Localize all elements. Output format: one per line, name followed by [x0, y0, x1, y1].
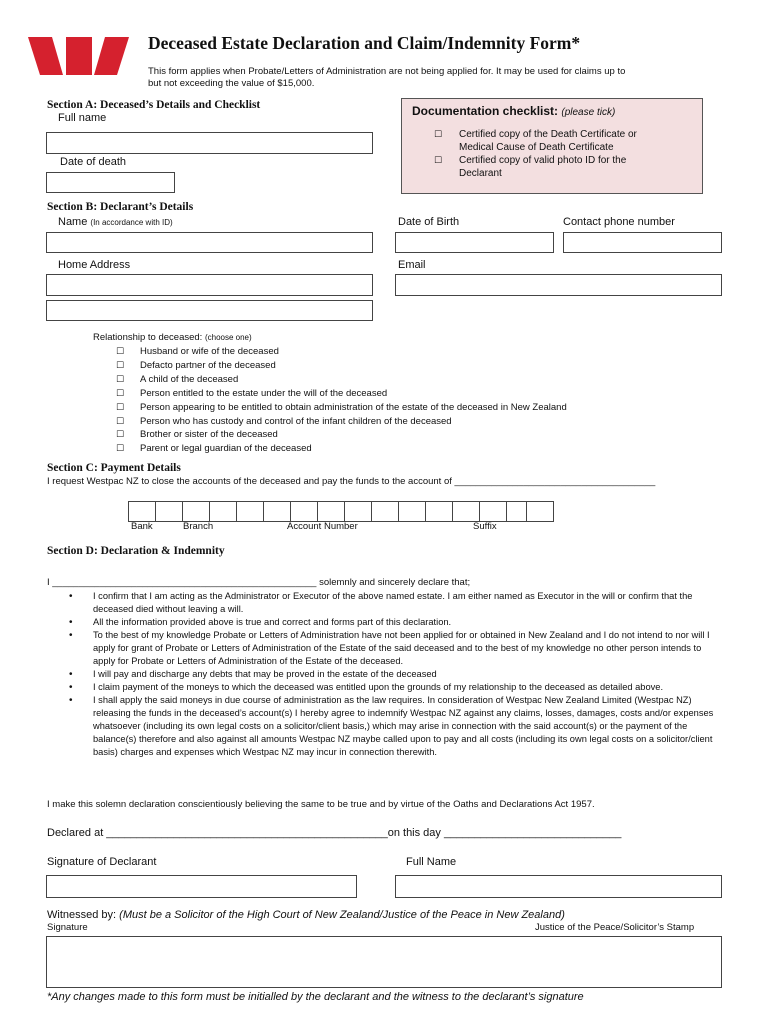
declarant-solemn-line: I __________________________________________________ solemnly and sincerely declare that; — [47, 577, 471, 588]
relationship-option-label: Person appearing to be entitled to obtain administration of the estate of the deceased in New Zealand — [140, 401, 567, 413]
relationship-option-label: Parent or legal guardian of the deceased — [140, 443, 312, 455]
declarant-full-name-label: Full Name — [406, 856, 457, 868]
declaration-item: • I shall apply the said moneys in due course of administration as the law requires. In consideration of Westpac New Zealand Limited (Westpac NZ) releasing the funds in the deceased’s account(s) I hereby agree to indemnify Westpac NZ against any claims, losses, damages, costs and/or expenses whatsoever (including its own legal costs on a solicitor/client basis,) which may arise in connection with the said account(s) or the payment of the balance(s) therefore and also against all amounts Westpac NZ maybe called upon to pay and all costs (including its own legal costs on a solicitor/client basis) charges and expenses which Westpac NZ may incur in connection therewith. — [47, 694, 717, 759]
home-address-field-line-1[interactable] — [46, 274, 373, 296]
account-digit-box[interactable] — [398, 501, 426, 522]
checklist-item-1-line-2: Medical Cause of Death Certificate — [459, 142, 614, 153]
relationship-label-text: Relationship to deceased: — [93, 332, 203, 343]
relationship-options — [116, 345, 567, 456]
account-digit-box[interactable] — [182, 501, 210, 522]
deceased-full-name-field[interactable] — [46, 132, 373, 154]
relationship-option-label: A child of the deceased — [140, 373, 239, 385]
date-of-death-field[interactable] — [46, 172, 175, 193]
signature-of-declarant-label: Signature of Declarant — [47, 856, 157, 868]
relationship-label — [93, 332, 252, 343]
section-a-heading: Section A: Deceased’s Details and Checklist — [47, 99, 261, 111]
checkbox[interactable]: ☐ — [116, 443, 125, 454]
dob-label: Date of Birth — [398, 216, 460, 228]
declarant-name-field[interactable] — [46, 232, 373, 253]
relationship-option-label: Husband or wife of the deceased — [140, 346, 279, 357]
intro-line-2: but not exceeding the value of $15,000. — [148, 78, 315, 89]
account-digit-box[interactable] — [290, 501, 318, 522]
relationship-option[interactable] — [116, 428, 567, 442]
account-digit-box[interactable] — [344, 501, 372, 522]
page-title: Deceased Estate Declaration and Claim/Indemnity Form* — [148, 33, 581, 53]
witness-label — [47, 909, 565, 921]
account-digit-box[interactable] — [317, 501, 345, 522]
checklist-note: (please tick) — [561, 107, 616, 118]
relationship-option[interactable] — [116, 401, 567, 415]
checkbox-photo-id[interactable]: ☐ — [434, 155, 443, 165]
checklist-item-1 — [459, 128, 637, 154]
declaration-item: • I claim payment of the moneys to which the deceased was entitled upon the grounds of my relationship to the deceased as detailed above. — [47, 681, 717, 694]
phone-label: Contact phone number — [563, 216, 675, 228]
westpac-logo — [26, 34, 132, 78]
account-digit-box[interactable] — [128, 501, 156, 522]
checklist-item-2 — [459, 154, 626, 180]
section-c-heading: Section C: Payment Details — [47, 462, 181, 474]
relationship-option[interactable] — [116, 415, 567, 429]
witness-signature-label: Signature — [47, 922, 88, 933]
email-label: Email — [398, 259, 426, 271]
footer-note: *Any changes made to this form must be initialled by the declarant and the witness to the declarant’s signature — [47, 991, 584, 1003]
account-digit-box[interactable] — [236, 501, 264, 522]
checkbox[interactable]: ☐ — [116, 415, 125, 426]
declarant-name-label — [58, 216, 173, 228]
checklist-item-1-line-1: Certified copy of the Death Certificate or — [459, 129, 637, 140]
account-digit-box[interactable] — [452, 501, 480, 522]
account-digit-box[interactable] — [479, 501, 507, 522]
bank-label: Bank — [131, 521, 153, 532]
witness-signature-stamp-field[interactable] — [46, 936, 722, 988]
relationship-option-label: Defacto partner of the deceased — [140, 359, 276, 371]
declaration-item: • I confirm that I am acting as the Administrator or Executor of the above named estate. I am either named as Executor in the will or confirm that the deceased died without leaving a will. — [47, 590, 717, 616]
declarant-name-note: (In accordance with ID) — [90, 218, 173, 227]
relationship-option-label: Brother or sister of the deceased — [140, 429, 278, 441]
declarant-signature-field[interactable] — [46, 875, 357, 898]
section-d-heading: Section D: Declaration & Indemnity — [47, 545, 225, 557]
checkbox[interactable]: ☐ — [116, 429, 125, 440]
solemn-declaration-text: I make this solemn declaration conscientiously believing the same to be true and by virtue of the Oaths and Declarations Act 1957. — [47, 799, 595, 810]
declarant-name-label-text: Name — [58, 216, 88, 228]
checkbox[interactable]: ☐ — [116, 387, 125, 398]
stamp-label: Justice of the Peace/Solicitor’s Stamp — [535, 922, 695, 933]
account-digit-box[interactable] — [263, 501, 291, 522]
account-digit-box[interactable] — [155, 501, 183, 522]
relationship-option-label: Person entitled to the estate under the will of the deceased — [140, 387, 388, 399]
relationship-option[interactable] — [116, 359, 567, 373]
date-of-death-label: Date of death — [60, 156, 127, 168]
relationship-option[interactable] — [116, 442, 567, 456]
declaration-item: • I will pay and discharge any debts that may be proved in the estate of the deceased — [47, 668, 717, 681]
checklist-item-2-line-2: Declarant — [459, 168, 502, 179]
relationship-note: (choose one) — [204, 333, 252, 342]
branch-label: Branch — [183, 521, 214, 532]
intro-line-1: This form applies when Probate/Letters of Administration are not being applied for. It may be used for claims up to — [148, 66, 626, 77]
declarant-full-name-field[interactable] — [395, 875, 722, 898]
declared-at-line: Declared at ______________________________________________on this day _____________________________ — [47, 827, 622, 839]
checklist-title — [412, 104, 615, 118]
relationship-option-label: Person who has custody and control of the infant children of the deceased — [140, 415, 452, 427]
email-field[interactable] — [395, 274, 722, 296]
checkbox[interactable]: ☐ — [116, 359, 125, 370]
declaration-item: • All the information provided above is true and correct and forms part of this declaration. — [47, 616, 717, 629]
account-digit-box[interactable] — [209, 501, 237, 522]
phone-field[interactable] — [563, 232, 722, 253]
account-digit-box[interactable] — [526, 501, 554, 522]
checkbox[interactable]: ☐ — [116, 373, 125, 384]
checklist-title-text: Documentation checklist: — [412, 104, 559, 118]
dob-field[interactable] — [395, 232, 554, 253]
checkbox-death-certificate[interactable]: ☐ — [434, 129, 443, 139]
section-b-heading: Section B: Declarant’s Details — [47, 201, 194, 213]
account-number-label: Account Number — [287, 521, 358, 532]
checkbox[interactable]: ☐ — [116, 401, 125, 412]
relationship-option[interactable] — [116, 387, 567, 401]
suffix-label: Suffix — [473, 521, 497, 532]
full-name-label: Full name — [58, 112, 107, 124]
declaration-item: • To the best of my knowledge Probate or Letters of Administration have not been applied for or obtained in New Zealand and I do not intend to nor will I apply for grant of Probate or Letters of Administration of the Estate of the said deceased and to the best of my knowledge no other person intends to apply for Probate or Letters of Administration of the Estate of the deceased. — [47, 629, 717, 668]
checklist-item-2-line-1: Certified copy of valid photo ID for the — [459, 155, 627, 166]
home-address-label: Home Address — [58, 259, 131, 271]
witness-label-text: Witnessed by: — [47, 909, 117, 921]
account-digit-box[interactable] — [506, 501, 527, 522]
declaration-list — [47, 590, 717, 759]
relationship-option[interactable] — [116, 373, 567, 387]
relationship-option[interactable] — [116, 345, 567, 359]
witness-note: (Must be a Solicitor of the High Court of New Zealand/Justice of the Peace in New Zealand) — [119, 909, 565, 921]
account-digit-box[interactable] — [425, 501, 453, 522]
checkbox[interactable]: ☐ — [116, 346, 125, 356]
payment-request-text: I request Westpac NZ to close the accounts of the deceased and pay the funds to the account of ______________________________________ — [47, 476, 656, 487]
account-digit-box[interactable] — [371, 501, 399, 522]
home-address-field-line-2[interactable] — [46, 300, 373, 321]
